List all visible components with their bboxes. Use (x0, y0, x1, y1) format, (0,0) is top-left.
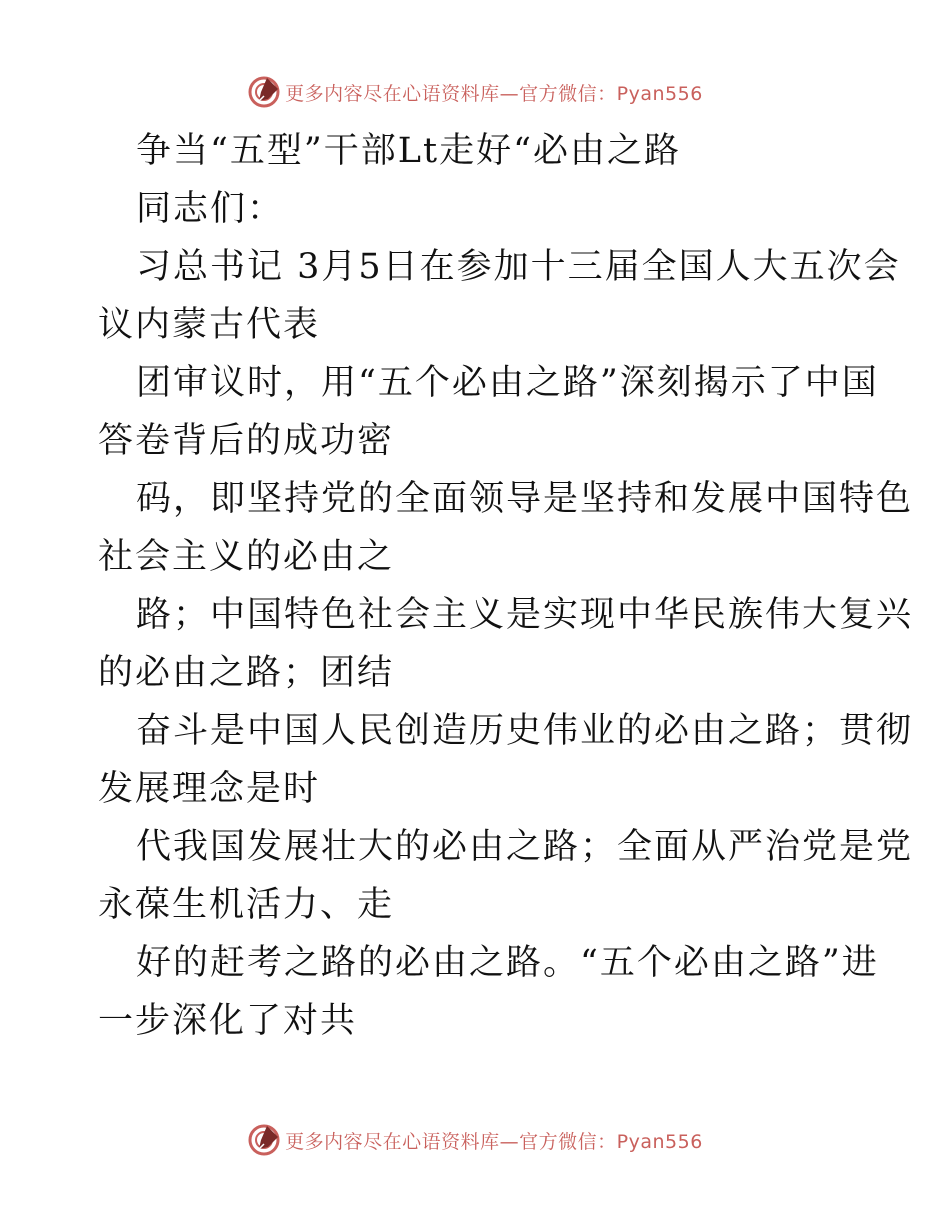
text-line: 永葆生机活力、走 (98, 885, 395, 925)
document-body (98, 122, 914, 1050)
pen-logo-icon (247, 75, 281, 109)
watermark-text: 更多内容尽在心语资料库—官方微信：Pyan556 (285, 82, 703, 105)
text-line: 发展理念是时 (98, 769, 321, 809)
footer-watermark (0, 1120, 950, 1160)
text-line: 同志们： (136, 189, 285, 229)
text-line: 奋斗是中国人民创造历史伟业的必由之路；贯彻 (136, 711, 914, 751)
text-line: 社会主义的必由之 (98, 537, 395, 577)
text-line: 码，即坚持党的全面领导是坚持和发展中国特色 (136, 479, 914, 519)
text-line: 一步深化了对共 (98, 1001, 358, 1041)
text-line: 习总书记 3月5日在参加十三届全国人大五次会 (136, 247, 901, 287)
text-line: 的必由之路；团结 (98, 653, 395, 693)
header-watermark (0, 72, 950, 112)
watermark-text: 更多内容尽在心语资料库—官方微信：Pyan556 (285, 1130, 703, 1153)
pen-logo-icon (247, 1123, 281, 1157)
text-line: 答卷背后的成功密 (98, 421, 395, 461)
text-line: 好的赶考之路的必由之路。“五个必由之路”进 (136, 943, 879, 983)
text-line: 团审议时，用“五个必由之路”深刻揭示了中国 (136, 363, 879, 403)
text-line: 路；中国特色社会主义是实现中华民族伟大复兴 (136, 595, 914, 635)
text-line: 争当“五型”干部Lt走好“必由之路 (136, 131, 681, 171)
text-line: 议内蒙古代表 (98, 305, 321, 345)
text-line: 代我国发展壮大的必由之路；全面从严治党是党 (136, 827, 914, 867)
